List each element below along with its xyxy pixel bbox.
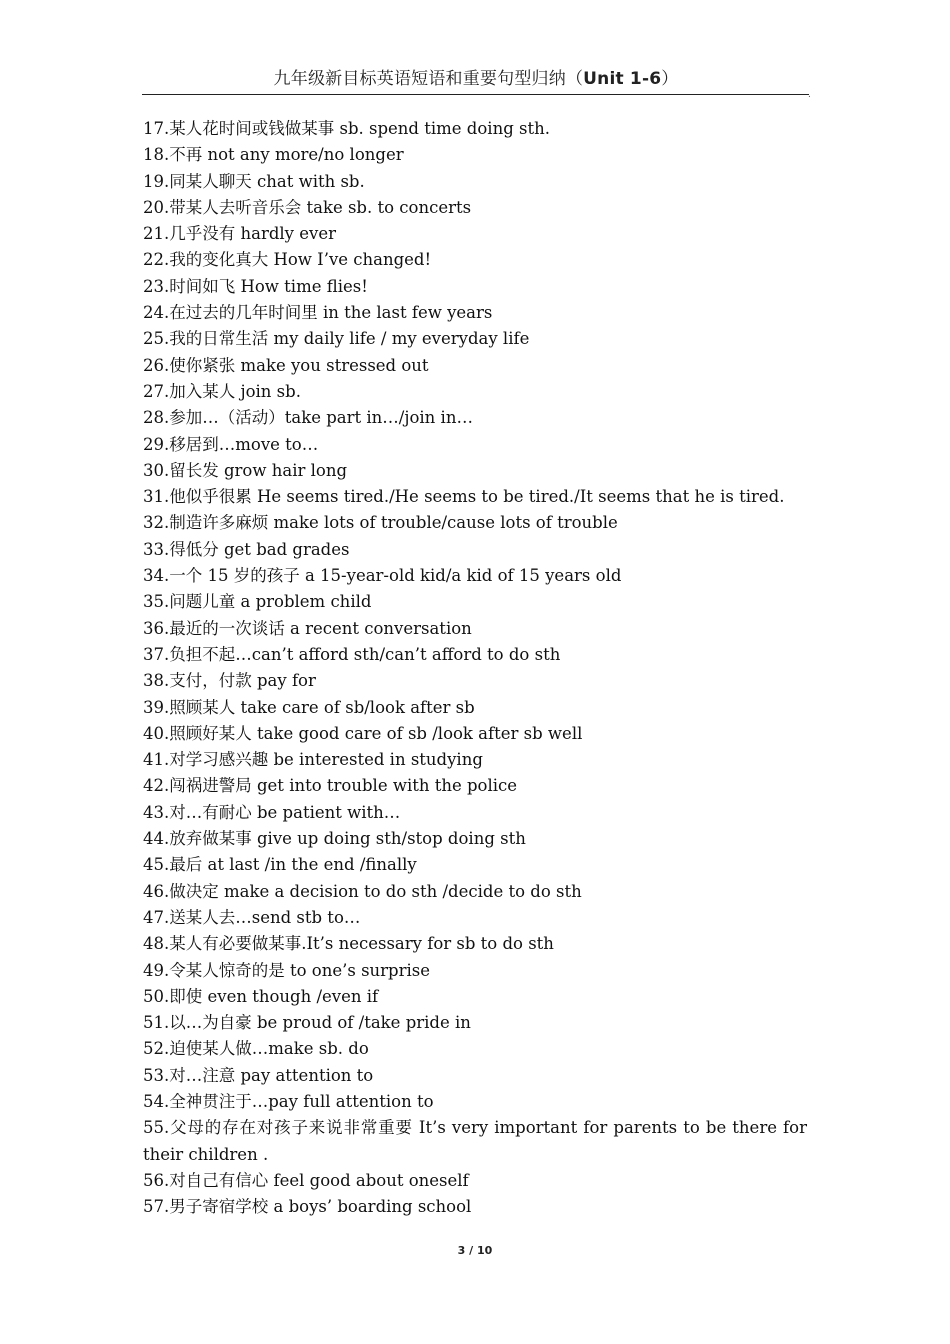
phrase-entry: 41.对学习感兴趣 be interested in studying xyxy=(143,750,483,770)
phrase-list xyxy=(143,116,807,1220)
header-rule-mark: . xyxy=(808,90,811,100)
page-number: 3 / 10 xyxy=(457,1244,493,1257)
phrase-entry: 22.我的变化真大 How I’ve changed! xyxy=(143,250,432,270)
phrase-entry: 21.几乎没有 hardly ever xyxy=(143,224,336,244)
phrase-entry: 42.闯祸进警局 get into trouble with the police xyxy=(143,776,518,796)
phrase-entry: 56.对自己有信心 feel good about oneself xyxy=(143,1170,469,1190)
phrase-entry: 40.照顾好某人 take good care of sb /look after sb well xyxy=(143,723,583,743)
phrase-entry: 26.使你紧张 make you stressed out xyxy=(143,355,429,375)
phrase-entry: 33.得低分 get bad grades xyxy=(143,539,350,559)
phrase-entry: 18.不再 not any more/no longer xyxy=(143,145,404,165)
phrase-entry: 20.带某人去听音乐会 take sb. to concerts xyxy=(143,197,472,217)
phrase-entry: 57.男子寄宿学校 a boys’ boarding school xyxy=(143,1197,472,1217)
phrase-entry: 19.同某人聊天 chat with sb. xyxy=(143,171,365,191)
phrase-entry: 34.一个 15 岁的孩子 a 15-year-old kid/a kid of 15 years old xyxy=(143,566,622,586)
phrase-entry: 23.时间如飞 How time flies! xyxy=(143,276,368,296)
header-title: 九年级新目标英语短语和重要句型归纳（ xyxy=(273,69,584,89)
phrase-entry: 35.问题儿童 a problem child xyxy=(143,592,372,612)
phrase-entry: 28.参加…（活动）take part in…/join in… xyxy=(143,408,473,428)
header-rule xyxy=(142,94,809,95)
phrase-entry: 47.送某人去…send stb to… xyxy=(143,907,361,927)
phrase-entry: 45.最后 at last /in the end /finally xyxy=(143,855,417,875)
phrase-entry: 29.移居到…move to… xyxy=(143,434,319,454)
phrase-entry: 31.他似乎很累 He seems tired./He seems to be tired./It seems that he is tired. xyxy=(143,487,785,507)
phrase-entry: 17.某人花时间或钱做某事 sb. spend time doing sth. xyxy=(143,119,550,138)
phrase-entry: 54.全神贯注于…pay full attention to xyxy=(143,1091,434,1111)
phrase-entry: 44.放弃做某事 give up doing sth/stop doing sth xyxy=(143,829,526,849)
phrase-entry: 25.我的日常生活 my daily life / my everyday life xyxy=(143,329,530,349)
phrase-entry: 43.对…有耐心 be patient with… xyxy=(143,802,401,822)
phrase-entry: 55.父母的存在对孩子来说非常重要 It’s very important for parents to be there for their children . xyxy=(143,1118,807,1164)
phrase-entry: 27.加入某人 join sb. xyxy=(143,381,301,401)
phrase-entry: 46.做决定 make a decision to do sth /decide to do sth xyxy=(143,881,582,901)
phrase-entry: 32.制造许多麻烦 make lots of trouble/cause lots of trouble xyxy=(143,513,618,533)
phrase-entry: 48.某人有必要做某事.It’s necessary for sb to do sth xyxy=(143,934,554,954)
phrase-entry: 53.对…注意 pay attention to xyxy=(143,1065,374,1085)
phrase-entry: 36.最近的一次谈话 a recent conversation xyxy=(143,618,472,638)
phrase-entry: 52.迫使某人做…make sb. do xyxy=(143,1039,369,1059)
phrase-entry: 38.支付，付款 pay for xyxy=(143,671,316,691)
header-unit-range: Unit 1-6 xyxy=(583,69,662,89)
phrase-entry: 30.留长发 grow hair long xyxy=(143,460,348,480)
page-header xyxy=(142,68,810,90)
phrase-entry: 51.以…为自豪 be proud of /take pride in xyxy=(143,1013,471,1033)
phrase-entry: 49.令某人惊奇的是 to one’s surprise xyxy=(143,960,431,980)
phrase-entry: 24.在过去的几年时间里 in the last few years xyxy=(143,303,493,323)
phrase-entry: 50.即使 even though /even if xyxy=(143,986,379,1006)
phrase-entry: 39.照顾某人 take care of sb/look after sb xyxy=(143,697,475,717)
phrase-entry: 37.负担不起…can’t afford sth/can’t afford to do sth xyxy=(143,644,561,664)
header-title-end: ） xyxy=(661,69,679,89)
